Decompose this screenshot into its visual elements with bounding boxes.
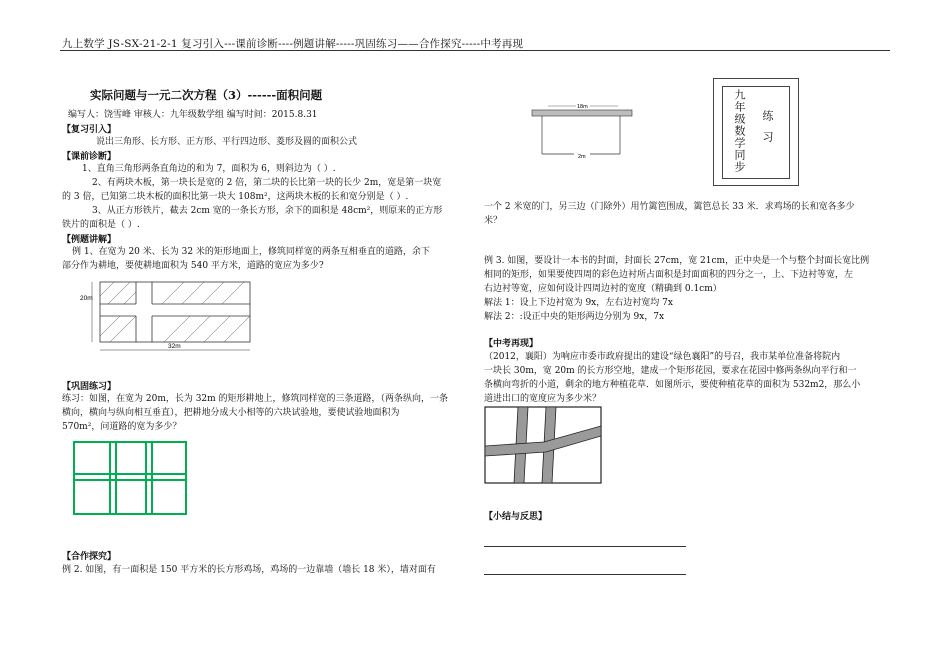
page-header: 九上数学 JS-SX-21-2-1 复习引入---课前诊断----例题讲解-----巩固练习——合作探究-----中考再现 <box>62 38 524 50</box>
figure-crossroads <box>78 276 278 356</box>
section-practice: 【巩固练习】 <box>62 382 117 392</box>
cooperate-cont: 一个 2 米宽的门，另三边（门除外）用竹篱笆围成，篱笆总长 33 米．求鸡场的长和宽各多少 <box>484 202 855 212</box>
diagnosis-item: 3、从正方形铁片，截去 2cm 宽的一条长方形，余下的面积是 48cm²，则原来的正方形 <box>92 206 443 216</box>
example3-line: 例 3. 如图，要设计一本书的封面，封面长 27cm，宽 21cm，正中央是一个与整个封面长宽比例 <box>484 256 870 266</box>
exam-line: 道进出口的宽度应为多少米？ <box>484 394 602 404</box>
summary-line-2[interactable] <box>484 574 686 575</box>
section-review: 【复习引入】 <box>62 125 117 135</box>
exam-line: 条横向弯折的小道，剩余的地方种植花草．如图所示，要使种植花草的面积为 532m2，那么小 <box>484 380 861 390</box>
header-divider <box>60 50 890 51</box>
diagnosis-item: 铁片的面积是（ ）. <box>62 220 140 230</box>
side-box-grade: 九年级数学同步 <box>733 89 746 173</box>
practice-line: 横向，横向与纵向相互垂直），把耕地分成大小相等的六块试验地，要使试验地面积为 <box>62 408 400 418</box>
review-text: 说出三角形、长方形、正方形、平行四边形、菱形及圆的面积公式 <box>96 137 358 147</box>
figure-garden <box>484 406 604 486</box>
section-examples: 【例题讲解】 <box>62 235 117 245</box>
summary-line-1[interactable] <box>484 546 686 547</box>
example1-line: 部分作为耕地，要使耕地面积为 540 平方米，道路的宽应为多少? <box>62 261 324 271</box>
diagnosis-item: 1、直角三角形两条直角边的和为 7，面积为 6，则斜边为（ ）. <box>82 164 336 174</box>
exam-line: （2012，襄阳）为响应市委市政府提出的建设“绿色襄阳”的号召，我市某单位准备将院内 <box>484 352 841 362</box>
diagnosis-item: 2、有两块木板，第一块长是宽的 2 倍，第二块的长比第一块的长少 2m，宽是第一块宽 <box>92 178 442 188</box>
section-diagnosis: 【课前诊断】 <box>62 152 117 162</box>
side-box-practice: 练习 <box>761 110 774 152</box>
figure-chicken-coop <box>530 102 640 162</box>
exam-line: 一块长 30m，宽 20m 的长方形空地，建成一个矩形花园，要求在花园中修两条纵向平行和一 <box>484 366 857 376</box>
section-exam: 【中考再现】 <box>484 339 539 349</box>
fig1-length-label: 32m <box>168 343 181 350</box>
fig2-bottom-label: 2m <box>578 154 586 160</box>
fig1-width-label: 20m <box>80 295 93 302</box>
example1-line: 例 1、在宽为 20 米、长为 32 米的矩形地面上，修筑同样宽的两条互相垂直的道路，余下 <box>72 247 430 257</box>
cooperate-cont2: 米？ <box>484 216 503 226</box>
example3-solution1: 解法 1：设上下边衬宽为 9x，左右边衬宽均 7x <box>484 298 673 308</box>
practice-line: 练习：如图，在宽为 20m，长为 32m 的矩形耕地上，修筑同样宽的三条道路，（两条纵向，一条 <box>62 394 449 404</box>
section-cooperate: 【合作探究】 <box>62 552 117 562</box>
example3-solution2: 解法 2：:设正中央的矩形两边分别为 9x，7x <box>484 312 665 322</box>
diagnosis-item: 的 3 倍，已知第二块木板的面积比第一块大 108m²，这两块木板的长和宽分别是（ ）. <box>62 192 409 202</box>
practice-line: 570m²，问道路的宽为多少？ <box>62 422 182 432</box>
author-meta: 编写人：饶雪峰 审核人：九年级数学组 编写时间：2015.8.31 <box>68 110 318 120</box>
cooperate-text: 例 2. 如图，有一面积是 150 平方米的长方形鸡场，鸡场的一边靠墙（墙长 18 米），墙对面有 <box>62 565 436 575</box>
section-summary: 【小结与反思】 <box>484 512 548 522</box>
example3-line: 相同的矩形，如果要使四周的彩色边衬所占面积是封面面积的四分之一，上、下边衬等宽，左 <box>484 270 854 280</box>
example3-line: 右边衬等宽，应如何设计四周边衬的宽度（精确到 0.1cm） <box>484 284 722 294</box>
figure-green-grid <box>72 440 192 520</box>
fig2-top-label: 18m <box>577 104 588 110</box>
page-title: 实际问题与一元二次方程（3）------面积问题 <box>90 88 323 102</box>
